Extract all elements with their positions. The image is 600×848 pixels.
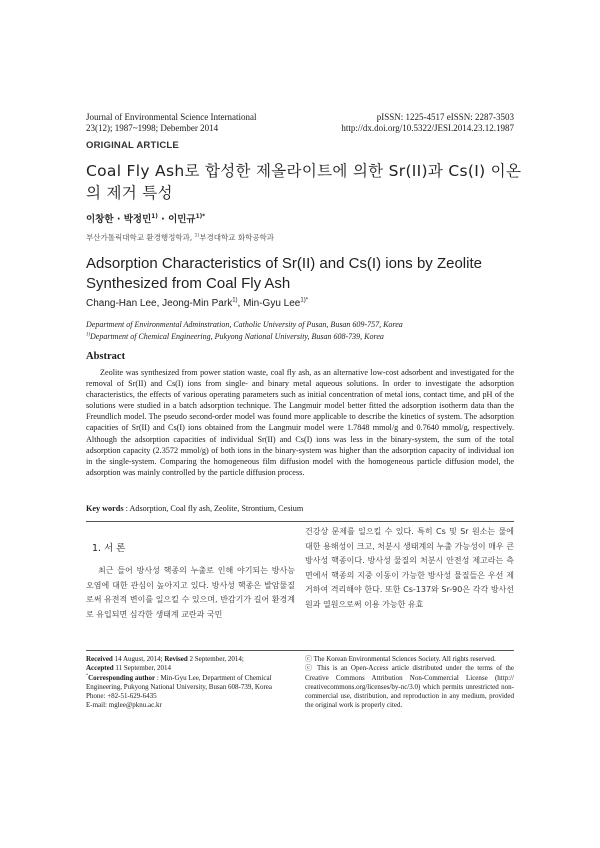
korean-affiliation-rest: 부경대학교 화학공학과: [199, 233, 275, 242]
korean-authors: [86, 211, 205, 225]
corr-label: Corresponding author: [88, 673, 156, 682]
korean-author-sup-1: 1): [151, 213, 158, 220]
abstract-text: Zeolite was synthesized from power station waste, coal fly ash, as an alternative low-cost adsorbent and investigated for the removal of Sr(II) and Cs(I) ions from single- and binary metal aqueous solutions. In order to investigate the adsorption characteristics, the effects of various operating parameters such as initial concentration of metal ions, contact time, and pH of the solutions were studied in a batch adsorption technique. The Langmuir model better fitted the adsorption isotherm data than the Freundlich model. The pseudo second-order model was found more applicable to describe the kinetics of system. The adsorption capacities of Sr(II) and Cs(I) ions obtained from the Langmuir model were 1.7848 mmol/g and 0.7640 mmol/g, respectively. Although the adsorption capacities of individual Sr(II) and Cs(I) ions was less in the binary-system, the sum of the total adsorption capacity (2.3572 mmol/g) of both ions in the binary-system was higher than the adsorption capacity of individual ion in the single-system. Comparing the homogeneous film diffusion model with the homogeneous particle diffusion model, the adsorption was mainly controlled by the particle diffusion process.: [86, 368, 514, 477]
korean-authors-main: 이창한 · 박정민: [86, 214, 152, 225]
korean-author-sup-2: 1)*: [195, 213, 206, 220]
korean-title: Coal Fly Ash로 합성한 제올라이트에 의한 Sr(II)과 Cs(I) 이온의 제거 특성: [86, 162, 522, 202]
abstract-heading: Abstract: [86, 351, 126, 362]
journal-header-right: [341, 112, 514, 134]
phone: Phone: +82-51-629-6435: [86, 692, 157, 701]
english-authors-main: Chang-Han Lee, Jeong-Min Park: [86, 298, 233, 309]
accepted-line: [86, 664, 298, 673]
english-title: Adsorption Characteristics of Sr(II) and Cs(I) ions by Zeolite Synthesized from Coal Fly Ash: [86, 255, 482, 292]
accepted-label: Accepted: [86, 664, 114, 673]
corr-text: : Min-Gyu Lee, Department of Chemical Engineering, Pukyong National University, Busan 608-739, Korea: [86, 673, 272, 691]
english-author-sup-1: 1): [232, 297, 238, 304]
article-type: ORIGINAL ARTICLE: [86, 140, 179, 151]
english-author-sup-2: 1)*: [300, 297, 309, 304]
footer-right: [305, 655, 514, 711]
corresponding-author: [86, 674, 298, 693]
issn: pISSN: 1225-4517 eISSN: 2287-3503: [376, 112, 514, 122]
body-column-right: 건강상 문제를 일으킬 수 있다. 특히 Cs 및 Sr 원소는 물에 대한 용해성이 크고, 처분시 생태계의 누출 가능성이 매우 큰 방사성 핵종이다. 방사성 물질의 처분시 안전성 제고라는 측면에서 핵종의 지중 이동이 가능한 방사성 물질들은 우선 제거하여 격리해야 한다. 또한 Cs-137와 Sr-90은 각각 방사선원과 열원으로써 이용 가능한 유효: [305, 527, 514, 609]
received-label: Received: [86, 655, 113, 663]
keywords-list: : Adsorption, Coal fly ash, Zeolite, Strontium, Cesium: [123, 504, 304, 513]
korean-affiliation: [86, 232, 274, 243]
footer-divider: [86, 650, 514, 651]
email-link[interactable]: E-mail: mglee@pknu.ac.kr: [86, 701, 162, 710]
revised-date: 2 September, 2014;: [187, 655, 244, 663]
accepted-date: 11 September, 2014: [113, 664, 172, 673]
corr-sup: *: [86, 672, 89, 678]
received-date: 14 August, 2014;: [112, 655, 165, 663]
english-affiliation-1: Department of Environmental Adminstration, Catholic University of Pusan, Busan 609-757, Korea: [86, 320, 403, 329]
english-affiliation-2: [86, 331, 526, 342]
english-authors-sep: , Min-Gyu Lee: [237, 298, 301, 309]
keywords: [86, 504, 303, 513]
english-affiliation-2-text: Department of Chemical Engineering, Pukyong National University, Busan 608-739, Korea: [90, 332, 384, 341]
received-line: [86, 655, 298, 664]
journal-issue: 23(12); 1987~1998; Debember 2014: [86, 123, 219, 133]
korean-affiliation-main: 부산가톨릭대학교 환경행정학과,: [86, 233, 195, 242]
english-authors: [86, 298, 308, 309]
copyright: ⓒ The Korean Environmental Sciences Society. All rights reserved.: [305, 655, 496, 663]
english-affiliation-2-sup: 1): [86, 332, 90, 338]
korean-affiliation-sup: 1): [194, 233, 200, 239]
footer-left: [86, 655, 298, 711]
doi-link[interactable]: http://dx.doi.org/10.5322/JESI.2014.23.12.1987: [341, 123, 514, 133]
section-heading: 1. 서 론: [92, 543, 126, 554]
journal-name: Journal of Environmental Science International: [86, 112, 257, 122]
body-column-left: 최근 들어 방사성 핵종의 누출로 인해 야기되는 방사능 오염에 대한 관심이 높아지고 있다. 방사성 핵종은 발암물질로써 유전적 변이를 일으킬 수 있으며, 반감기가 길어 환경계로 유입되면 심각한 생태계 교란과 국민: [86, 566, 295, 619]
revised-label: Revised: [164, 655, 188, 663]
journal-header-left: [86, 112, 256, 134]
korean-authors-sep: · 이민규: [157, 214, 196, 225]
keywords-label: Key words: [86, 504, 124, 513]
abstract-divider: [86, 521, 514, 522]
license: ⓒ This is an Open-Access article distributed under the terms of the Creative Commons Attribution Non-Commercial License (http:// creativecommons.org/licenses/by-nc/3.0) which permits unrestricted non-commercial use, distribution, and reproduction in any medium, provided the original work is properly cited.: [305, 664, 514, 710]
